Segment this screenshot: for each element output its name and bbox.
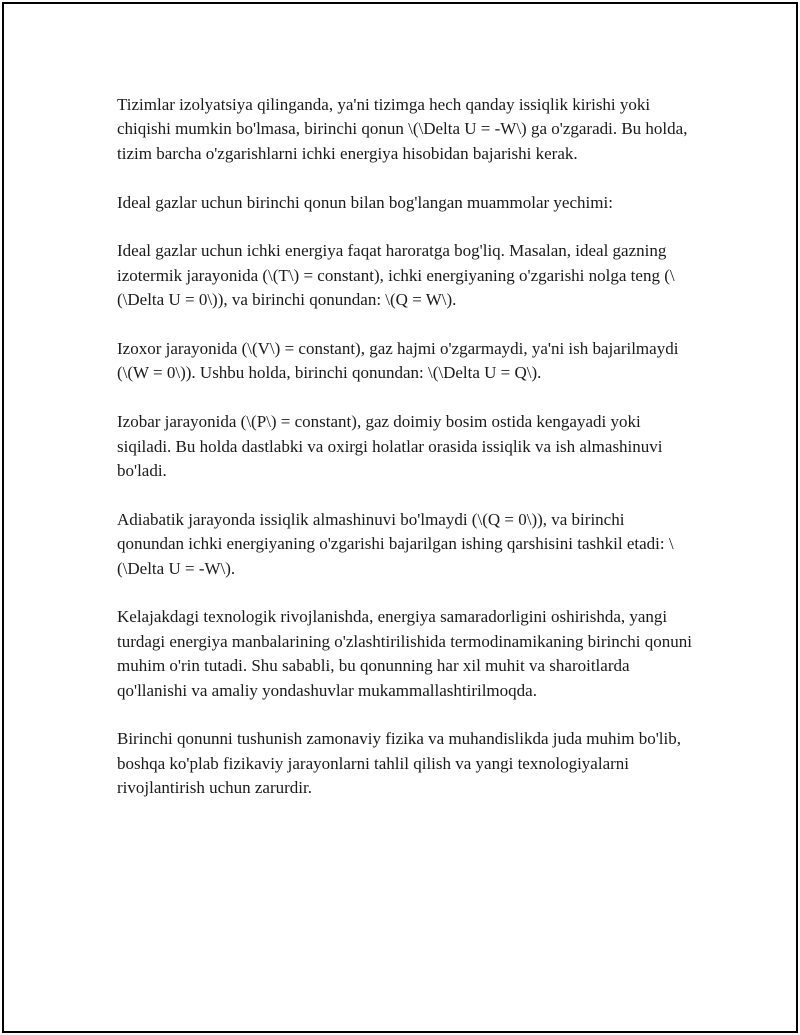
paragraph-ideal-gas-heading: Ideal gazlar uchun birinchi qonun bilan bog'langan muammolar yechimi: (117, 192, 613, 212)
paragraph-isobaric: Izobar jarayonida (\(P\) = constant), gaz doimiy bosim ostida kengayadi yoki siqiladi. Bu holda dastlabki va oxirgi holatlar orasida issiqlik va ish almashinuvi bo'ladi. (117, 412, 663, 481)
document-body (117, 93, 692, 801)
paragraph-future-development: Kelajakdagi texnologik rivojlanishda, energiya samaradorligini oshirishda, yangi turdagi energiya manbalarining o'zlashtirilishida termodinamikaning birinchi qonuni muhim o'rin tutadi. Shu sababli, bu qonunning har xil muhit va sharoitlarda qo'llanishi va amaliy yondashuvlar mukammallashtirilmoqda. (117, 607, 692, 700)
paragraph-isochoric: Izoxor jarayonida (\(V\) = constant), gaz hajmi o'zgarmaydi, ya'ni ish bajarilmaydi (\(W = 0\)). Ushbu holda, birinchi qonundan: \(\Delta U = Q\). (117, 339, 679, 383)
paragraph-adiabatic: Adiabatik jarayonda issiqlik almashinuvi bo'lmaydi (\(Q = 0\)), va birinchi qonundan ichki energiyaning o'zgarishi bajarilgan ishing qarshisini tashkil etadi: \(\Delta U = -W\). (117, 509, 674, 578)
paragraph-isolated-system: Tizimlar izolyatsiya qilinganda, ya'ni tizimga hech qanday issiqlik kirishi yoki chiqishi mumkin bo'lmasa, birinchi qonun \(\Delta U = -W\) ga o'zgaradi. Bu holda, tizim barcha o'zgarishlarni ichki energiya hisobidan bajarishi kerak. (117, 95, 688, 163)
paragraph-conclusion: Birinchi qonunni tushunish zamonaviy fizika va muhandislikda juda muhim bo'lib, boshqa ko'plab fizikaviy jarayonlarni tahlil qilish va yangi texnologiyalarni rivojlantirish uchun zarurdir. (117, 729, 681, 798)
paragraph-isothermal: Ideal gazlar uchun ichki energiya faqat haroratga bog'liq. Masalan, ideal gazning izotermik jarayonida (\(T\) = constant), ichki energiyaning o'zgarishi nolga teng (\(\Delta U = 0\)), va birinchi qonundan: \(Q = W\). (117, 241, 675, 310)
